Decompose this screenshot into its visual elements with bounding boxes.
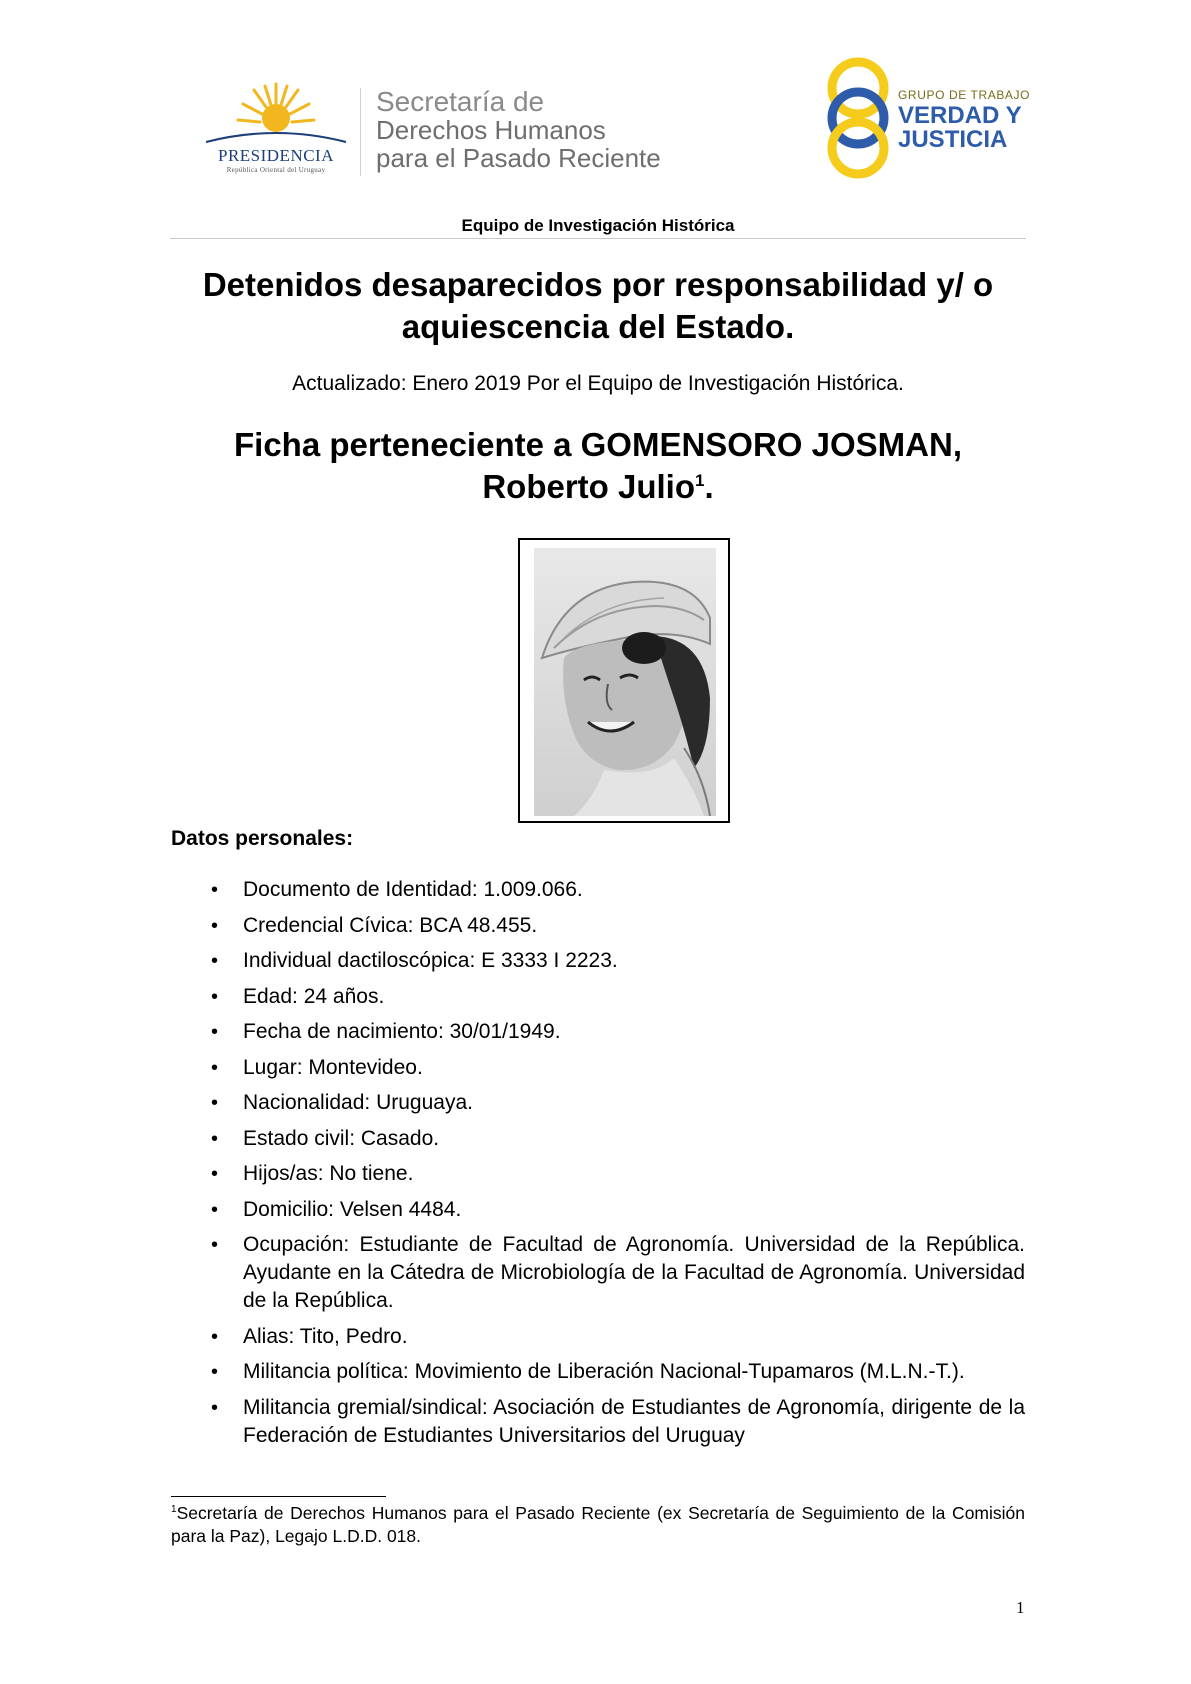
ficha-name: Ficha perteneciente a GOMENSORO JOSMAN, Roberto Julio: [234, 426, 962, 505]
secretaria-line3: para el Pasado Reciente: [376, 143, 661, 173]
grupo-trabajo-line3: JUSTICIA: [898, 126, 1008, 153]
grupo-trabajo-logo: [898, 88, 1030, 152]
grupo-trabajo-line2: VERDAD Y: [898, 102, 1022, 129]
list-item: • Individual dactiloscópica: E 3333 I 2223.: [171, 947, 1025, 975]
list-item: • Militancia política: Movimiento de Liberación Nacional-Tupamaros (M.L.N.-T.).: [171, 1358, 1025, 1386]
presidencia-subtitle: República Oriental del Uruguay: [226, 166, 326, 174]
logo-divider: [360, 88, 361, 176]
secretaria-line2: Derechos Humanos: [376, 115, 606, 145]
section-title: Datos personales:: [171, 827, 354, 850]
footnote-number: 1: [171, 1504, 177, 1516]
list-item: • Documento de Identidad: 1.009.066.: [171, 876, 1025, 904]
footnote-rule: [171, 1496, 386, 1497]
rings-logo-icon: [822, 56, 894, 180]
presidencia-logo: [196, 78, 356, 176]
list-item: • Domicilio: Velsen 4484.: [171, 1196, 1025, 1224]
list-item: • Lugar: Montevideo.: [171, 1054, 1025, 1082]
list-item: • Edad: 24 años.: [171, 983, 1025, 1011]
header-rule: [170, 238, 1026, 239]
list-item: • Hijos/as: No tiene.: [171, 1160, 1025, 1188]
personal-data-list: [171, 876, 1025, 1457]
team-label: Equipo de Investigación Histórica: [461, 216, 735, 235]
list-item: • Militancia gremial/sindical: Asociación de Estudiantes de Agronomía, dirigente de la Federación de Estudiantes Universitarios del Uruguay: [171, 1394, 1025, 1450]
list-item: • Nacionalidad: Uruguaya.: [171, 1089, 1025, 1117]
updated-line: Actualizado: Enero 2019 Por el Equipo de Investigación Histórica.: [292, 372, 904, 395]
list-item: • Credencial Cívica: BCA 48.455.: [171, 912, 1025, 940]
list-item: • Ocupación: Estudiante de Facultad de Agronomía. Universidad de la República. Ayudante en la Cátedra de Microbiología de la Facultad de Agronomía. Universidad de la República.: [171, 1231, 1025, 1315]
person-photo-icon: [534, 548, 716, 816]
page-number: 1: [1016, 1598, 1025, 1617]
footnote-text: Secretaría de Derechos Humanos para el Pasado Reciente (ex Secretaría de Seguimiento de la Comisión para la Paz), Legajo L.D.D. 018.: [171, 1503, 1025, 1546]
photo-frame: [518, 538, 730, 823]
list-item: • Alias: Tito, Pedro.: [171, 1323, 1025, 1351]
presidencia-name: PRESIDENCIA: [217, 146, 334, 165]
document-title: Detenidos desaparecidos por responsabilidad y/ o aquiescencia del Estado.: [202, 266, 994, 345]
ficha-heading: [170, 424, 1026, 508]
ficha-footnote-ref: 1: [695, 471, 705, 490]
footnote: [171, 1502, 1025, 1548]
sun-emblem-icon: [196, 78, 356, 148]
secretaria-line1: Secretaría de: [376, 86, 545, 117]
list-item: • Estado civil: Casado.: [171, 1125, 1025, 1153]
grupo-trabajo-line1: GRUPO DE TRABAJO: [898, 88, 1031, 102]
secretaria-logo: [376, 88, 661, 172]
ficha-suffix: .: [704, 468, 714, 505]
list-item: • Fecha de nacimiento: 30/01/1949.: [171, 1018, 1025, 1046]
